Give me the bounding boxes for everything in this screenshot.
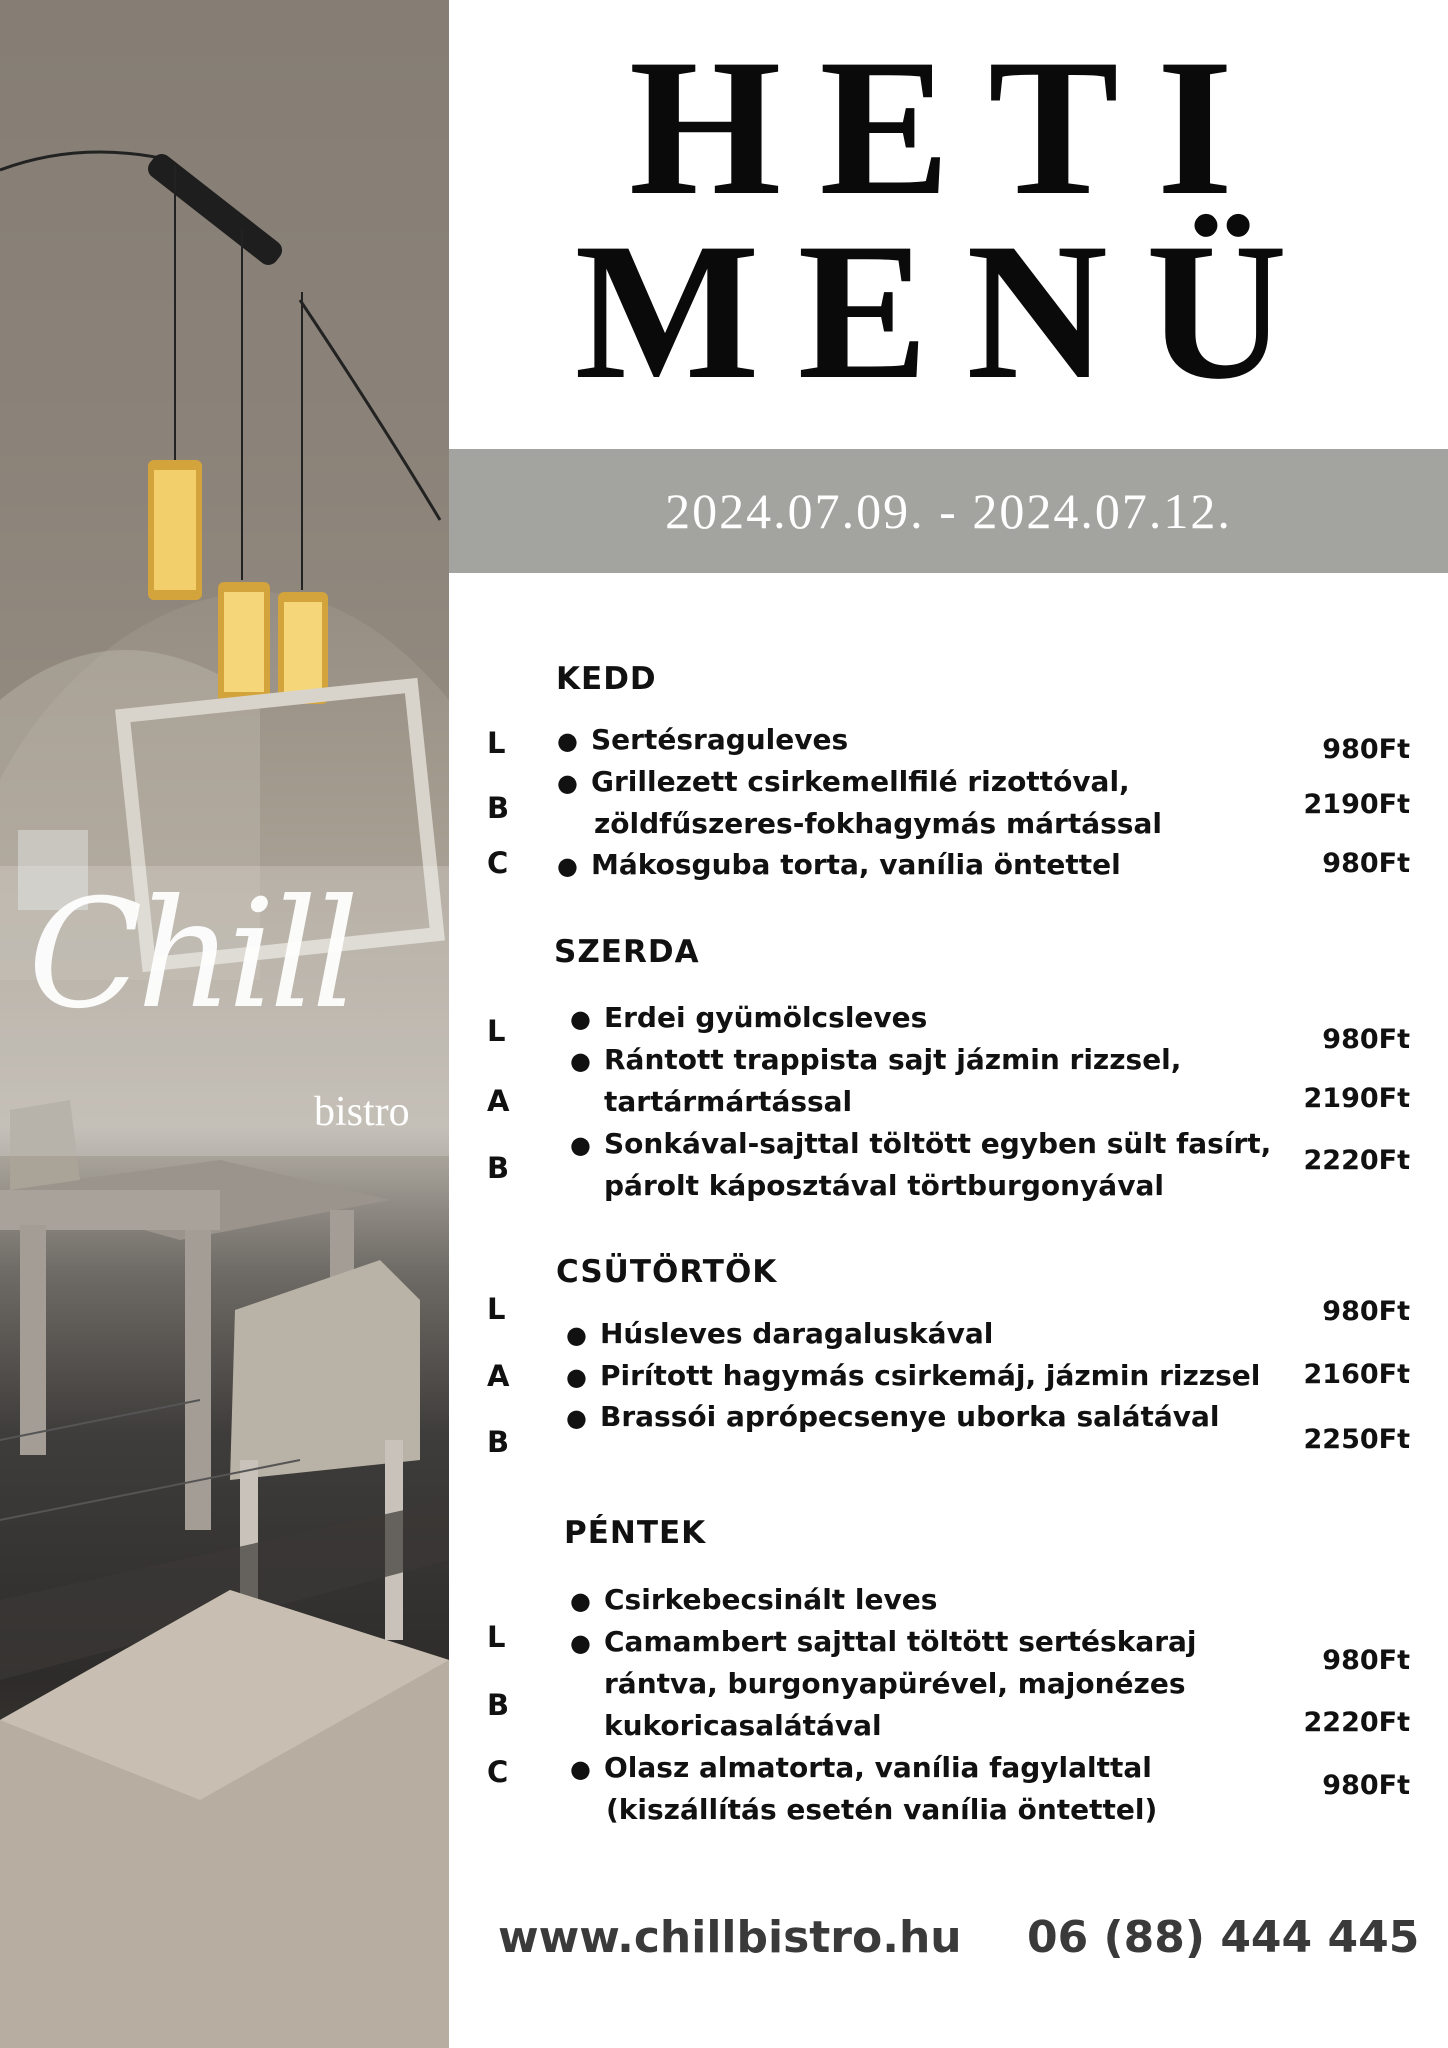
menu-item-continuation: kukoricasalátával <box>604 1709 882 1742</box>
bullet-icon: ● <box>570 1005 591 1033</box>
price: 980Ft <box>1322 1770 1410 1801</box>
menu-item <box>557 845 1121 886</box>
bullet-icon: ● <box>570 1755 591 1783</box>
menu-item-text: Olasz almatorta, vanília fagylalttal <box>604 1751 1152 1784</box>
price: 980Ft <box>1322 1645 1410 1676</box>
menu-item-continuation: (kiszállítás esetén vanília öntettel) <box>606 1793 1158 1826</box>
menu-item <box>557 720 848 761</box>
price: 2220Ft <box>1303 1707 1410 1738</box>
phone-number[interactable]: 06 (88) 444 445 <box>1027 1912 1420 1963</box>
menu-item-text: Brassói aprópecsenye uborka salátával <box>600 1400 1220 1433</box>
diet-letter: L <box>487 1014 506 1048</box>
bullet-icon: ● <box>566 1363 587 1391</box>
menu-item <box>566 1314 993 1355</box>
day-heading-szerda: SZERDA <box>554 934 700 970</box>
day-heading-kedd: KEDD <box>556 661 657 697</box>
diet-letter: B <box>487 1151 510 1185</box>
menu-item <box>570 1748 1152 1789</box>
price: 980Ft <box>1322 1296 1410 1327</box>
title-line-1: HETI <box>628 19 1272 236</box>
diet-letter: B <box>487 791 510 825</box>
diet-letter: A <box>487 1359 510 1393</box>
price: 2190Ft <box>1303 789 1410 820</box>
bullet-icon: ● <box>557 727 578 755</box>
price: 980Ft <box>1322 1024 1410 1055</box>
price: 2220Ft <box>1303 1145 1410 1176</box>
menu-item <box>566 1397 1220 1438</box>
day-heading-csutortok: CSÜTÖRTÖK <box>556 1254 778 1290</box>
menu-item <box>570 1040 1181 1081</box>
title-line-2: MENÜ <box>574 203 1326 420</box>
diet-letter: C <box>487 846 509 880</box>
diet-letter: C <box>487 1755 509 1789</box>
menu-item-text: Sertésraguleves <box>591 723 849 756</box>
menu-item-continuation: tartármártással <box>604 1085 853 1118</box>
bullet-icon: ● <box>570 1131 591 1159</box>
diet-letter: L <box>487 726 506 760</box>
logo-subtitle: bistro <box>314 1089 410 1135</box>
menu-item-text: Grillezett csirkemellfilé rizottóval, <box>591 765 1130 798</box>
menu-item-text: Csirkebecsinált leves <box>604 1583 938 1616</box>
menu-item <box>570 1580 937 1621</box>
bullet-icon: ● <box>566 1321 587 1349</box>
menu-item-continuation: párolt káposztával törtburgonyával <box>604 1169 1164 1202</box>
date-band <box>449 449 1448 573</box>
menu-item-text: Sonkával-sajttal töltött egyben sült fasírt, <box>604 1127 1272 1160</box>
bullet-icon: ● <box>570 1587 591 1615</box>
diet-letter: A <box>487 1084 510 1118</box>
menu-item-text: Mákosguba torta, vanília öntettel <box>591 848 1121 881</box>
menu-item-continuation: rántva, burgonyapürével, majonézes <box>604 1667 1186 1700</box>
website-link[interactable]: www.chillbistro.hu <box>498 1912 962 1963</box>
diet-letter: B <box>487 1425 510 1459</box>
menu-item <box>557 762 1130 803</box>
bullet-icon: ● <box>566 1404 587 1432</box>
menu-item-text: Erdei gyümölcsleves <box>604 1001 928 1034</box>
diet-letter: L <box>487 1292 506 1326</box>
menu-item <box>570 1124 1271 1165</box>
restaurant-photo <box>0 0 449 2048</box>
menu-item <box>570 998 927 1039</box>
menu-item-text: Húsleves daragaluskával <box>600 1317 994 1350</box>
price: 980Ft <box>1322 848 1410 879</box>
price: 2190Ft <box>1303 1083 1410 1114</box>
diet-letter: B <box>487 1688 510 1722</box>
menu-item-text: Camambert sajttal töltött sertéskaraj <box>604 1625 1197 1658</box>
menu-item <box>566 1356 1260 1397</box>
menu-item-text: Rántott trappista sajt jázmin rizzsel, <box>604 1043 1182 1076</box>
price: 2160Ft <box>1303 1359 1410 1390</box>
logo-script: Chill <box>28 868 354 1042</box>
bullet-icon: ● <box>557 769 578 797</box>
date-range: 2024.07.09. - 2024.07.12. <box>665 483 1232 539</box>
price: 2250Ft <box>1303 1424 1410 1455</box>
bullet-icon: ● <box>570 1047 591 1075</box>
day-heading-pentek: PÉNTEK <box>564 1515 707 1551</box>
bullet-icon: ● <box>570 1629 591 1657</box>
menu-item <box>570 1622 1197 1663</box>
price: 980Ft <box>1322 734 1410 765</box>
diet-letter: L <box>487 1620 506 1654</box>
menu-item-text: Pirított hagymás csirkemáj, jázmin rizzsel <box>600 1359 1261 1392</box>
bullet-icon: ● <box>557 852 578 880</box>
menu-item-continuation: zöldfűszeres-fokhagymás mártással <box>594 807 1162 840</box>
